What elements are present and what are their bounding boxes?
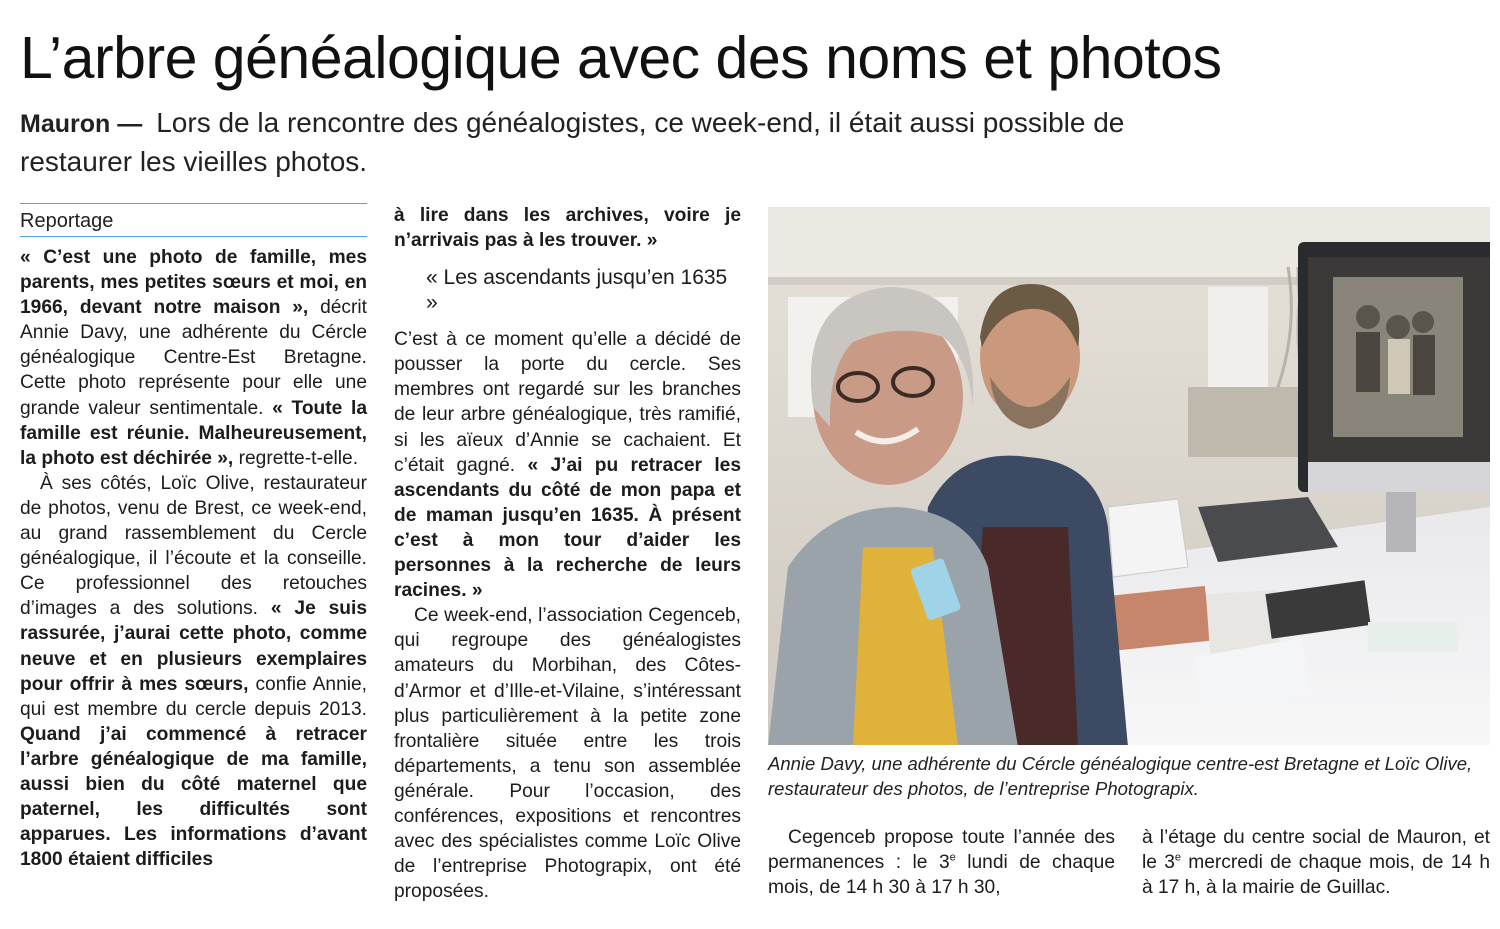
quote-6: « J’ai pu retracer les ascendants du côté de mon papa et de maman jusqu’en 1635. À présent c’est à mon tour d’aider les personnes à la recherche de leurs racines. » [394, 454, 741, 602]
paragraph-7 [1142, 825, 1490, 900]
superscript-2: e [1174, 851, 1181, 864]
paragraph-2 [20, 471, 367, 873]
text-2: regrette-t-elle. [238, 447, 359, 469]
text-3: À ses côtés, Loïc Olive, restaurateur de photos, venu de Brest, ce week-end, au grand rassemblement du Cercle généalogique, il l’écoute et la conseille. Ce professionnel des retouches d’images a des solutions. [20, 472, 367, 620]
paragraph-1 [20, 245, 367, 471]
photo-caption: Annie Davy, une adhérente du Cércle généalogique centre-est Bretagne et Loïc Olive, restaurateur des photos, de l’entreprise Photograpix. [768, 753, 1473, 799]
paragraph-4 [394, 327, 741, 603]
text-4: confie Annie, qui est membre du cercle depuis 2013. [20, 673, 368, 720]
paragraph-6 [768, 825, 1115, 900]
photo-illustration [768, 207, 1490, 745]
text-7: lundi de chaque mois, de 14 h 30 à 17 h 30, [768, 852, 1116, 899]
superscript-1: e [949, 851, 956, 864]
standfirst [20, 104, 1220, 181]
article-column-1 [20, 203, 367, 872]
paragraph-5: Ce week-end, l’association Cegenceb, qui regroupe des généalogistes amateurs du Morbihan, des Côtes-d’Armor et d’Ille-et-Vilaine, s’intéressant plus particulièrement à la petite zone frontalière située entre les trois départements, a tenu son assemblée générale. Pour l’occasion, des conférences, expositions et rencontres avec des spécialistes comme Loïc Olive de l’entreprise Photograpix, ont été proposées. [394, 605, 741, 903]
headline: L’arbre généalogique avec des noms et photos [20, 25, 1222, 91]
text-5: C’est à ce moment qu’elle a décidé de pousser la porte du cercle. Ses membres ont regardé sur les branches de leur arbre généalogique, très ramifié, si les aïeux d’Annie se cachaient. Et c’était gagné. [394, 329, 741, 476]
text-6: Cegenceb propose toute l’année des permanences : le 3 [768, 827, 1115, 874]
article-column-2 [394, 203, 741, 904]
text-9: mercredi de chaque mois, de 14 h à 17 h, à la mairie de Guillac. [1142, 852, 1490, 899]
quote-5: à lire dans les archives, voire je n’arrivais pas à les trouver. » [394, 205, 741, 252]
dateline-place: Mauron — [20, 110, 143, 138]
quote-3: « Je suis rassurée, j’aurai cette photo, comme neuve et en plusieurs exemplaires pour offrir à mes sœurs, [20, 598, 367, 695]
article-column-4 [1142, 825, 1490, 900]
quote-2: « Toute la famille est réunie. Malheureusement, la photo est déchirée », [20, 397, 367, 469]
article-photo [768, 207, 1490, 745]
rubric-label: Reportage [20, 203, 367, 237]
text-8: à l’étage du centre social de Mauron, et le 3 [1142, 827, 1490, 874]
paragraph-3 [394, 203, 741, 253]
quote-1: « C’est une photo de famille, mes parents, mes petites sœurs et moi, en 1966, devant notre maison », [20, 247, 367, 319]
text-1: décrit Annie Davy, une adhérente du Cércle généalogique Centre-Est Bretagne. Cette photo représente pour elle une grande valeur sentimentale. [20, 297, 367, 419]
quote-4: Quand j’ai commencé à retracer l’arbre généalogique de ma famille, aussi bien du côté maternel que paternel, les difficultés sont apparues. Les informations d’avant 1800 étaient difficiles [20, 723, 367, 871]
standfirst-text: Lors de la rencontre des généalogistes, ce week-end, il était aussi possible de restaurer les vieilles photos. [20, 107, 1125, 177]
article-column-3 [768, 825, 1115, 900]
subheading: « Les ascendants jusqu’en 1635 » [426, 266, 728, 315]
